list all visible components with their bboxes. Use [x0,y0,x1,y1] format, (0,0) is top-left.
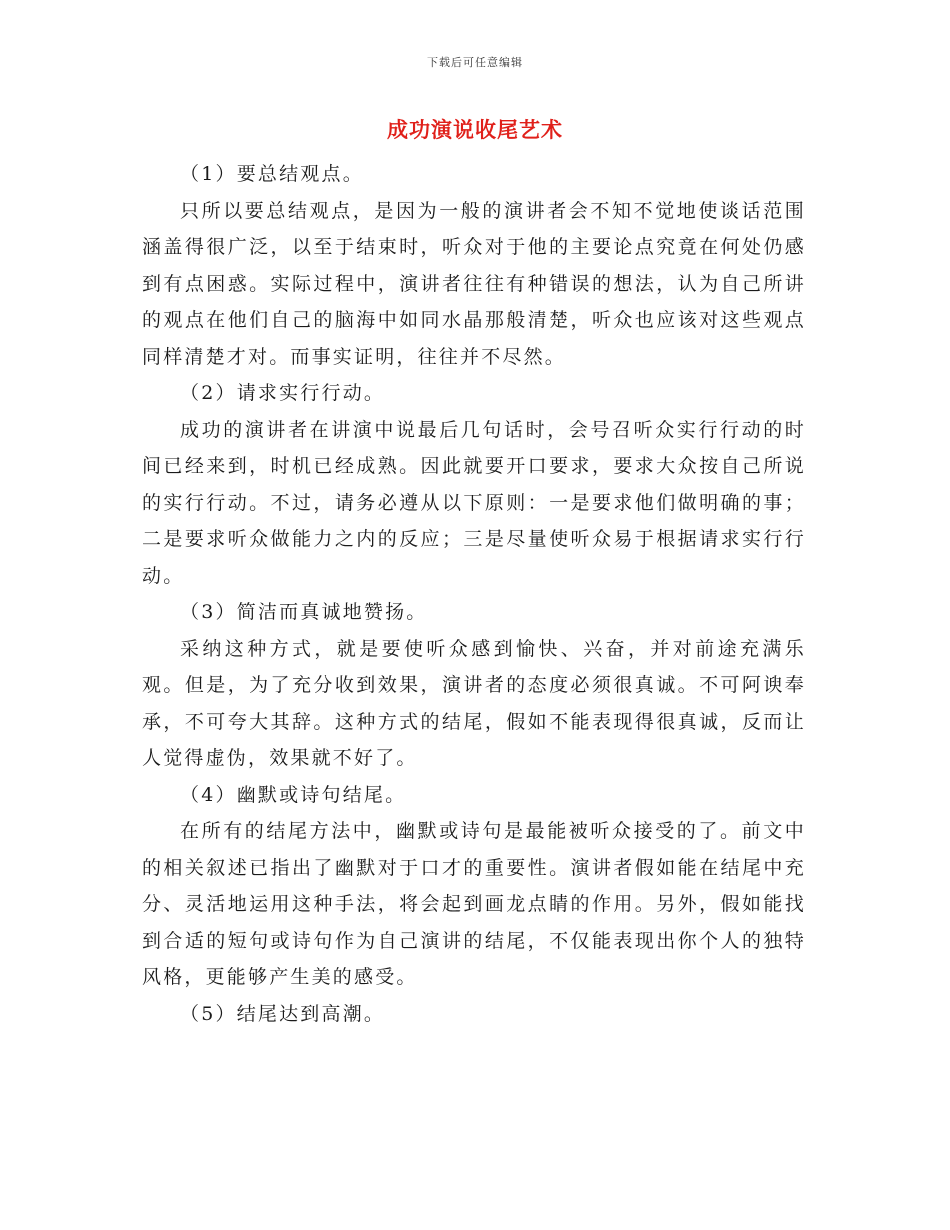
section-heading-5: （5）结尾达到高潮。 [180,1002,386,1025]
document-body [142,156,806,1032]
section-heading-4: （4）幽默或诗句结尾。 [180,783,407,806]
section-paragraph-2: 成功的演讲者在讲演中说最后几句话时，会号召听众实行行动的时间已经来到，时机已经成熟。因此就要开口要求，要求大众按自己所说的实行行动。不过，请务必遵从以下原则：一是要求他们做明确的事；二是要求听众做能力之内的反应；三是尽量使听众易于根据请求实行行动。 [142,418,806,587]
section-heading-2: （2）请求实行行动。 [180,382,386,404]
section-heading-3: （3）简洁而真诚地赞扬。 [180,601,428,623]
section-paragraph-1: 只所以要总结观点，是因为一般的演讲者会不知不觉地使谈话范围涵盖得很广泛，以至于结束时，听众对于他的主要论点究竟在何处仍感到有点困惑。实际过程中，演讲者往往有种错误的想法，认为自己所讲的观点在他们自己的脑海中如同水晶那般清楚，听众也应该对这些观点同样清楚才对。而事实证明，往往并不尽然。 [142,199,806,368]
document-title: 成功演说收尾艺术 [387,117,563,142]
section-paragraph-3: 采纳这种方式，就是要使听众感到愉快、兴奋，并对前途充满乐观。但是，为了充分收到效果，演讲者的态度必须很真诚。不可阿谀奉承，不可夸大其辞。这种方式的结尾，假如不能表现得很真诚，反而让人觉得虚伪，效果就不好了。 [142,637,806,769]
header-note: 下载后可任意编辑 [427,56,523,69]
section-heading-1: （1）要总结观点。 [180,163,364,185]
section-paragraph-4: 在所有的结尾方法中，幽默或诗句是最能被听众接受的了。前文中的相关叙述已指出了幽默对于口才的重要性。演讲者假如能在结尾中充分、灵活地运用这种手法，将会起到画龙点睛的作用。另外，假如能找到合适的短句或诗句作为自己演讲的结尾，不仅能表现出你个人的独特风格，更能够产生美的感受。 [142,820,806,988]
